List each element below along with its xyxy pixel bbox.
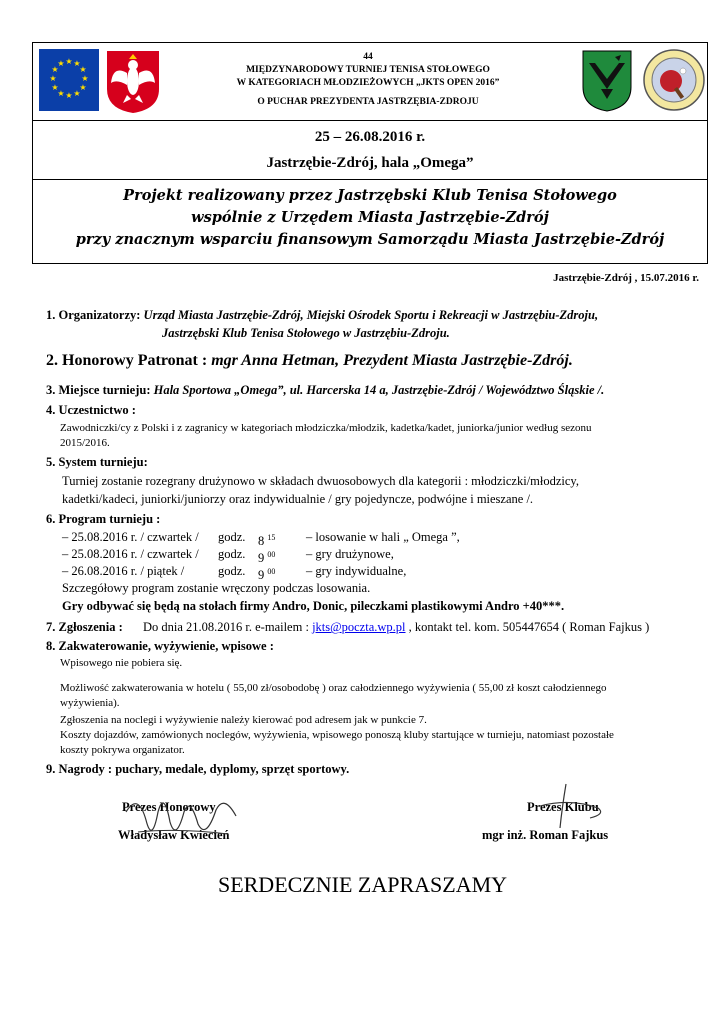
- document-number: 44: [363, 52, 373, 62]
- event-dates: 25 – 26.08.2016 r.: [314, 129, 426, 145]
- section-organizers-text-2: Jastrzębski Klub Tenisa Stołowego w Jastrzębiu-Zdroju.: [162, 326, 450, 340]
- accommodation-requests: Zgłoszenia na noclegi i wyżywienie należy kierować pod adresem jak w punkcie 7.: [60, 714, 427, 726]
- section-patronage-text: mgr Anna Hetman, Prezydent Miasta Jastrzębie-Zdrój.: [211, 352, 573, 369]
- accommodation-costs-2: koszty pokrywa organizator.: [60, 744, 185, 756]
- program-row: [62, 530, 199, 545]
- program-tables: Gry odbywać się będą na stołach firmy Andro, Donic, pileczkami plastikowymi Andro +40***.: [62, 599, 565, 613]
- header-divider: [33, 120, 707, 121]
- svg-text:★: ★: [51, 65, 59, 74]
- signature-left-title: Prezes Honorowy: [122, 800, 216, 814]
- project-line-1: Projekt realizowany przez Jastrzębski Klub Tenisa Stołowego: [123, 187, 617, 204]
- project-line-3: przy znacznym wsparciu finansowym Samorządu Miasta Jastrzębie-Zdrój: [75, 231, 665, 248]
- event-venue: Jastrzębie-Zdrój, hala „Omega”: [266, 155, 474, 171]
- program-row-time: 8 $^{15}$: [258, 533, 276, 549]
- section-participation-label: 4. Uczestnictwo :: [46, 403, 136, 417]
- section-venue-label: 3. Miejsce turnieju:: [46, 383, 151, 397]
- tournament-title: MIĘDZYNARODOWY TURNIEJ TENISA STOŁOWEGO: [246, 65, 490, 75]
- svg-text:★: ★: [79, 65, 87, 74]
- signature-left-name: Władysław Kwiecień: [118, 828, 230, 842]
- email-link[interactable]: jkts@poczta.wp.pl: [312, 620, 406, 634]
- section-organizers-label: 1. Organizatorzy:: [46, 308, 141, 322]
- section-registration-label: 7. Zgłoszenia :: [46, 620, 123, 634]
- program-row-desc: – gry drużynowe,: [306, 547, 394, 561]
- svg-text:★: ★: [73, 89, 81, 98]
- accommodation-hotel: Możliwość zakwaterowania w hotelu ( 55,00 zł/osobodobę ) oraz całodziennego wyżywienia ( 55,00 zł koszt całodziennego: [60, 682, 607, 694]
- section-prizes: 9. Nagrody : puchary, medale, dyplomy, sprzęt sportowy.: [46, 762, 350, 776]
- program-row-date: – 25.08.2016 r. / czwartek /: [62, 530, 199, 544]
- section-program-label: 6. Program turnieju :: [46, 512, 161, 526]
- accommodation-hotel-2: wyżywienia).: [60, 697, 120, 709]
- signature-left-scribble: [118, 782, 248, 852]
- svg-text:★: ★: [57, 89, 65, 98]
- svg-text:★: ★: [65, 57, 73, 66]
- svg-text:★: ★: [79, 83, 87, 92]
- eu-flag-logo: [39, 49, 99, 111]
- program-note: Szczegółowy program zostanie wręczony podczas losowania.: [62, 581, 371, 595]
- signature-right-scribble: [520, 778, 620, 838]
- program-row-desc: – losowanie w hali „ Omega ”,: [306, 530, 460, 544]
- program-row-time: 9 $^{00}$: [258, 567, 276, 583]
- program-row-date: – 26.08.2016 r. / piątek /: [62, 564, 185, 578]
- header-divider: [33, 179, 707, 180]
- signature-right-title: Prezes Klubu: [527, 800, 599, 814]
- program-row-date: – 25.08.2016 r. / czwartek /: [62, 547, 199, 561]
- section-participation-text-2: 2015/2016.: [60, 437, 110, 449]
- svg-text:★: ★: [65, 91, 73, 100]
- project-line-2: wspólnie z Urzędem Miasta Jastrzębie-Zdrój: [191, 209, 549, 226]
- svg-text:★: ★: [81, 74, 89, 83]
- section-registration-contact: , kontakt tel. kom. 505447654 ( Roman Fajkus ): [408, 620, 650, 634]
- section-registration-text: Do dnia 21.08.2016 r. e-mailem :: [142, 620, 309, 634]
- section-patronage-label: 2. Honorowy Patronat :: [46, 352, 208, 369]
- accommodation-costs: Koszty dojazdów, zamówionych noclegów, wyżywienia, wpisowego ponoszą kluby startujące w turnieju, natomiast pozostałe: [60, 729, 614, 741]
- section-venue-text: Hala Sportowa „Omega”, ul. Harcerska 14 a, Jastrzębie-Zdrój / Województwo Śląskie /.: [153, 383, 605, 397]
- section-system-label: 5. System turnieju:: [46, 455, 148, 469]
- accommodation-fee: Wpisowego nie pobiera się.: [60, 657, 183, 669]
- section-system-text: Turniej zostanie rozegrany drużynowo w składach dwuosobowych dla kategorii : młodziczki/młodzicy,: [62, 474, 579, 488]
- section-participation-text: Zawodniczki/cy z Polski i z zagranicy w kategoriach młodziczka/młodzik, kadetka/kadet, juniorka/junior według sezonu: [60, 422, 592, 434]
- program-row-time: 9 $^{00}$: [258, 550, 276, 566]
- program-row-godz: godz.: [218, 547, 246, 561]
- svg-text:★: ★: [49, 74, 57, 83]
- program-row-godz: godz.: [218, 530, 246, 544]
- section-system-text-2: kadetki/kadeci, juniorki/juniorzy oraz indywidualnie / gry pojedyncze, podwójne i mieszane /.: [62, 492, 534, 506]
- tournament-cup: O PUCHAR PREZYDENTA JASTRZĘBIA-ZDROJU: [257, 97, 479, 107]
- tournament-subtitle: W KATEGORIACH MŁODZIEŻOWYCH „JKTS OPEN 2016”: [236, 78, 500, 88]
- section-organizers-text: Urząd Miasta Jastrzębie-Zdrój, Miejski Ośrodek Sportu i Rekreacji w Jastrzębiu-Zdroju,: [143, 308, 599, 322]
- place-date: Jastrzębie-Zdrój , 15.07.2016 r.: [553, 272, 699, 284]
- program-row-desc: – gry indywidualne,: [306, 564, 407, 578]
- city-coat-of-arms: [581, 49, 633, 113]
- closing-text: SERDECZNIE ZAPRASZAMY: [217, 872, 508, 897]
- program-row-godz: godz.: [218, 564, 246, 578]
- section-accommodation-label: 8. Zakwaterowanie, wyżywienie, wpisowe :: [46, 639, 274, 653]
- svg-text:★: ★: [51, 83, 59, 92]
- header-box: [32, 42, 708, 264]
- svg-text:★: ★: [73, 59, 81, 68]
- svg-text:★: ★: [57, 59, 65, 68]
- signature-right-name: mgr inż. Roman Fajkus: [482, 828, 609, 842]
- club-logo: [643, 47, 705, 113]
- polish-eagle-emblem: [105, 49, 161, 115]
